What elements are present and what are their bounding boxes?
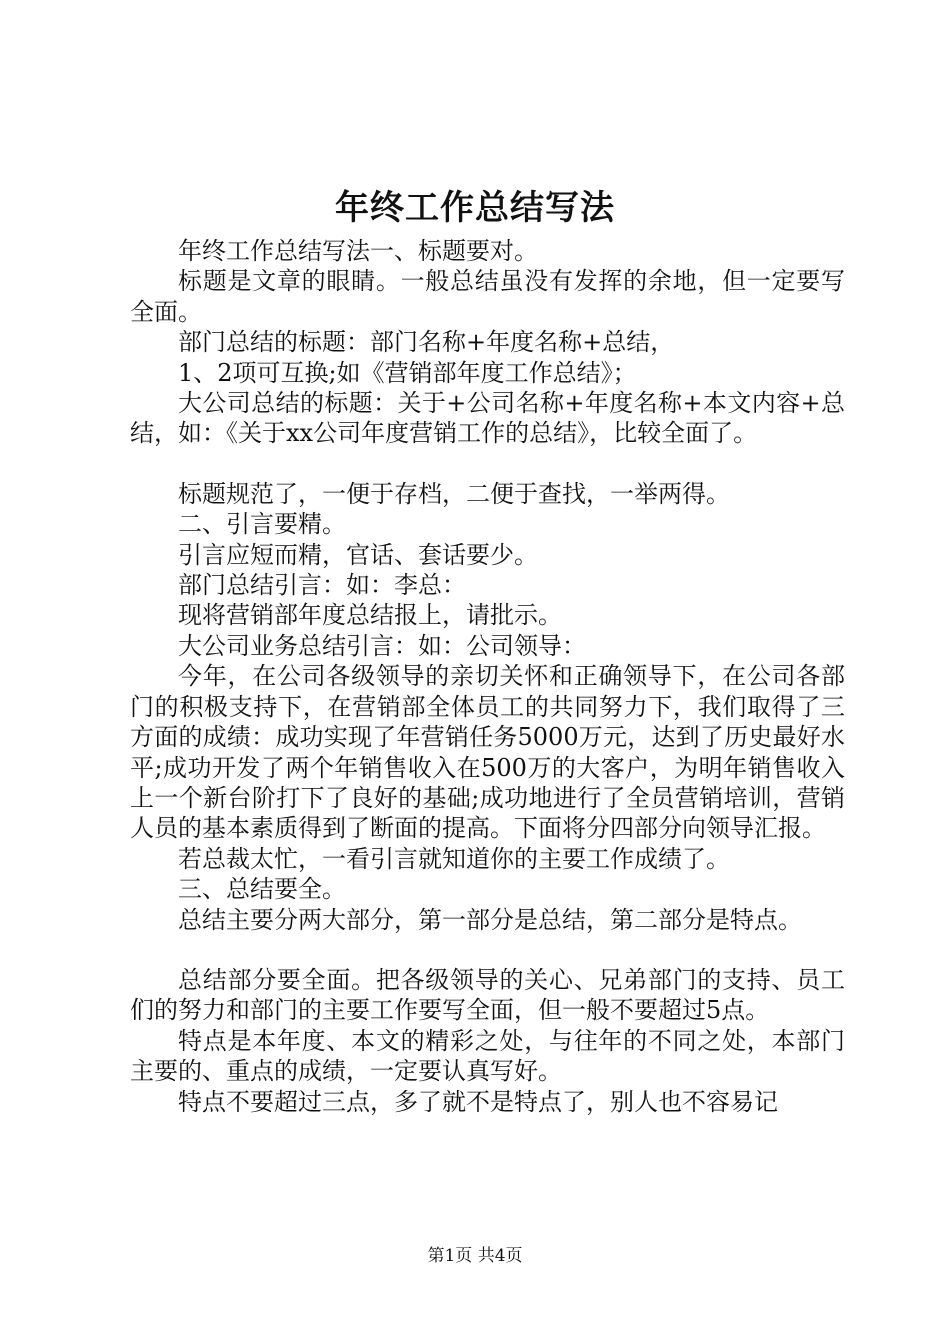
paragraph: 总结部分要全面。把各级领导的关心、兄弟部门的支持、员工们的努力和部门的主要工作要写全面，但一般不要超过5点。 [130, 965, 845, 1025]
paragraph: 特点是本年度、本文的精彩之处，与往年的不同之处，本部门主要的、重点的成绩，一定要认真写好。 [130, 1026, 845, 1086]
paragraph: 年终工作总结写法一、标题要对。 [178, 237, 538, 265]
paragraph: 标题是文章的眼睛。一般总结虽没有发挥的余地，但一定要写全面。 [130, 267, 845, 326]
paragraph: 今年，在公司各级领导的亲切关怀和正确领导下，在公司各部门的积极支持下，在营销部全体员工的共同努力下，我们取得了三方面的成绩：成功实现了年营销任务5000万元，达到了历史最好水平;成功开发了两个年销售收入在500万的大客户，为明年销售收入上一个新台阶打下了良好的基础;成功地进行了全员营销培训，营销人员的基本素质得到了断面的提高。下面将分四部分向领导汇报。 [130, 662, 845, 843]
paragraph: 大公司总结的标题：关于+公司名称+年度名称+本文内容+总结，如：《关于xx公司年度营销工作的总结》，比较全面了。 [130, 389, 845, 448]
section-heading: 三、总结要全。 [178, 875, 346, 904]
paragraph: 1、2项可互换;如《营销部年度工作总结》； [178, 358, 637, 387]
paragraph: 标题规范了，一便于存档，二便于查找，一举两得。 [178, 479, 730, 508]
paragraph: 现将营销部年度总结报上，请批示。 [178, 601, 562, 630]
paragraph: 若总裁太忙，一看引言就知道你的主要工作成绩了。 [178, 844, 730, 873]
paragraph: 大公司业务总结引言：如：公司领导： [178, 631, 586, 660]
paragraph: 部门总结引言：如：李总： [178, 571, 466, 600]
paragraph: 总结主要分两大部分，第一部分是总结，第二部分是特点。 [178, 905, 802, 934]
section-heading: 二、引言要精。 [178, 510, 346, 539]
page-number: 第1页 共4页 [427, 1246, 523, 1266]
paragraph: 部门总结的标题：部门名称+年度名称+总结， [178, 328, 675, 357]
paragraph: 引言应短而精，官话、套话要少。 [178, 540, 538, 569]
document-title: 年终工作总结写法 [335, 188, 615, 228]
document-body [130, 236, 845, 1117]
paragraph: 特点不要超过三点，多了就不是特点了，别人也不容易记 [178, 1087, 778, 1116]
